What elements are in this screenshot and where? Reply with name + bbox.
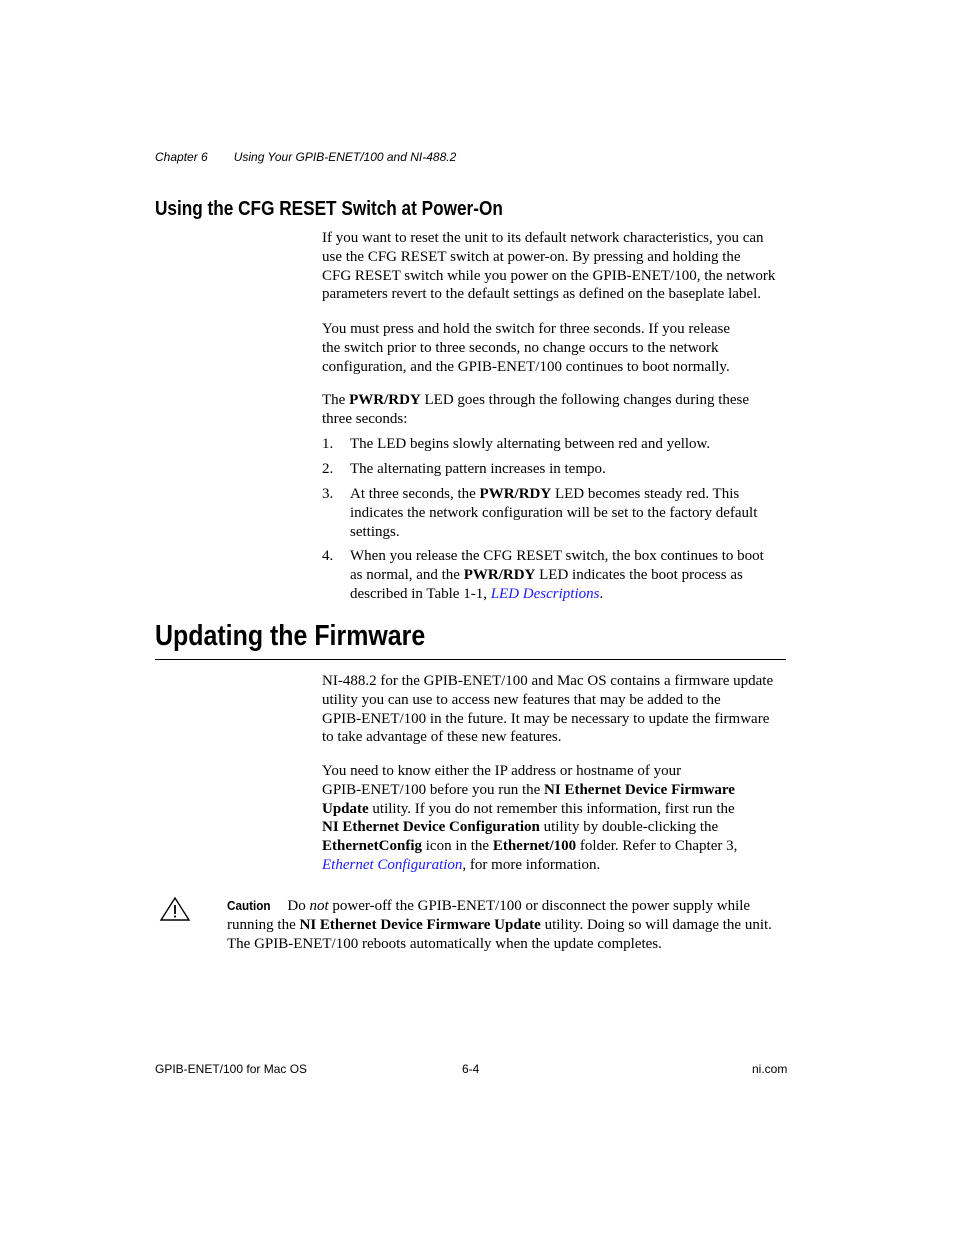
text-line: Ethernet Configuration, for more information.: [322, 856, 601, 873]
list-number: 1.: [322, 436, 334, 452]
paragraph-led-changes: [322, 391, 786, 429]
heading-rule: [155, 659, 786, 660]
list-text: The alternating pattern increases in tempo.: [350, 461, 606, 477]
ui-term-device-configuration: NI Ethernet Device Configuration: [322, 819, 540, 836]
caution-label: Caution: [227, 898, 271, 913]
text-line: You need to know either the IP address or hostname of your: [322, 763, 682, 779]
header-chapter: Chapter 6: [155, 150, 208, 164]
header-chapter-title: Using Your GPIB-ENET/100 and NI-488.2: [233, 150, 457, 164]
text-line: If you want to reset the unit to its default network characteristics, you can: [322, 230, 764, 246]
section-heading-cfg-reset: Using the CFG RESET Switch at Power-On: [155, 198, 503, 220]
paragraph-reset-intro: [322, 229, 786, 304]
ui-term-pwr-rdy: PWR/RDY: [463, 566, 536, 583]
running-header: [155, 150, 456, 164]
text-line: The PWR/RDY LED goes through the following changes during these: [322, 392, 750, 408]
text-line: You must press and hold the switch for three seconds. If you release: [322, 321, 730, 337]
ui-term-pwr-rdy: PWR/RDY: [479, 486, 552, 502]
ui-term-pwr-rdy: PWR/RDY: [349, 392, 421, 408]
list-text: At three seconds, the PWR/RDY LED becomes steady red. This indicates the network configuration will be set to the factory default settings.: [350, 486, 758, 540]
footer-page-number: 6-4: [462, 1062, 480, 1076]
text-line: GPIB-ENET/100 in the future. It may be necessary to update the firmware: [322, 710, 770, 727]
warning-triangle-icon: [159, 896, 191, 922]
text-line: to take advantage of these new features.: [322, 729, 562, 746]
text-line: EthernetConfig icon in the Ethernet/100 folder. Refer to Chapter 3,: [322, 838, 738, 855]
caution-note: [227, 897, 787, 953]
text-line: three seconds:: [322, 410, 408, 427]
text-line: use the CFG RESET switch at power-on. By pressing and holding the: [322, 248, 741, 265]
text-line: utility you can use to access new features that may be added to the: [322, 691, 721, 708]
text-line: parameters revert to the default settings as defined on the baseplate label.: [322, 286, 761, 303]
paragraph-press-hold: [322, 320, 786, 376]
text-line: configuration, and the GPIB-ENET/100 continues to boot normally.: [322, 358, 730, 375]
footer-website: ni.com: [752, 1062, 788, 1076]
ui-term-ethernetconfig: EthernetConfig: [322, 838, 422, 855]
list-text: When you release the CFG RESET switch, the box continues to boot as normal, and the PWR/RDY LED indicates the boot process as described in Table 1-1, LED Descriptions.: [350, 548, 764, 602]
ui-term-firmware-update: Update: [322, 800, 369, 817]
link-ethernet-configuration[interactable]: Ethernet Configuration: [322, 856, 463, 873]
ui-term-firmware-update: NI Ethernet Device Firmware: [544, 781, 735, 798]
section-heading-updating-firmware: Updating the Firmware: [155, 620, 426, 652]
text-line: GPIB-ENET/100 before you run the NI Ethernet Device Firmware: [322, 781, 735, 798]
text-line: Update utility. If you do not remember this information, first run the: [322, 800, 735, 817]
text-line: CFG RESET switch while you power on the GPIB-ENET/100, the network: [322, 267, 776, 284]
link-led-descriptions[interactable]: LED Descriptions: [490, 585, 600, 602]
ui-term-ethernet100-folder: Ethernet/100: [492, 838, 577, 855]
list-text: The LED begins slowly alternating between red and yellow.: [350, 436, 711, 452]
text-line: NI-488.2 for the GPIB-ENET/100 and Mac OS contains a firmware update: [322, 673, 774, 689]
text-line: running the NI Ethernet Device Firmware Update utility. Doing so will damage the unit.: [227, 916, 772, 933]
paragraph-firmware-prereq: [322, 762, 786, 875]
text-line: The GPIB-ENET/100 reboots automatically when the update completes.: [227, 935, 662, 952]
footer-product: GPIB-ENET/100 for Mac OS: [155, 1062, 308, 1076]
text-line: the switch prior to three seconds, no change occurs to the network: [322, 339, 719, 356]
list-number: 3.: [322, 486, 334, 502]
text-line: NI Ethernet Device Configuration utility by double-clicking the: [322, 819, 719, 836]
list-number: 4.: [322, 548, 334, 564]
paragraph-firmware-intro: [322, 672, 786, 747]
text-line: Caution Do not power-off the GPIB-ENET/100 or disconnect the power supply while: [227, 898, 751, 914]
ui-term-firmware-update: NI Ethernet Device Firmware Update: [299, 916, 541, 933]
list-number: 2.: [322, 461, 334, 477]
